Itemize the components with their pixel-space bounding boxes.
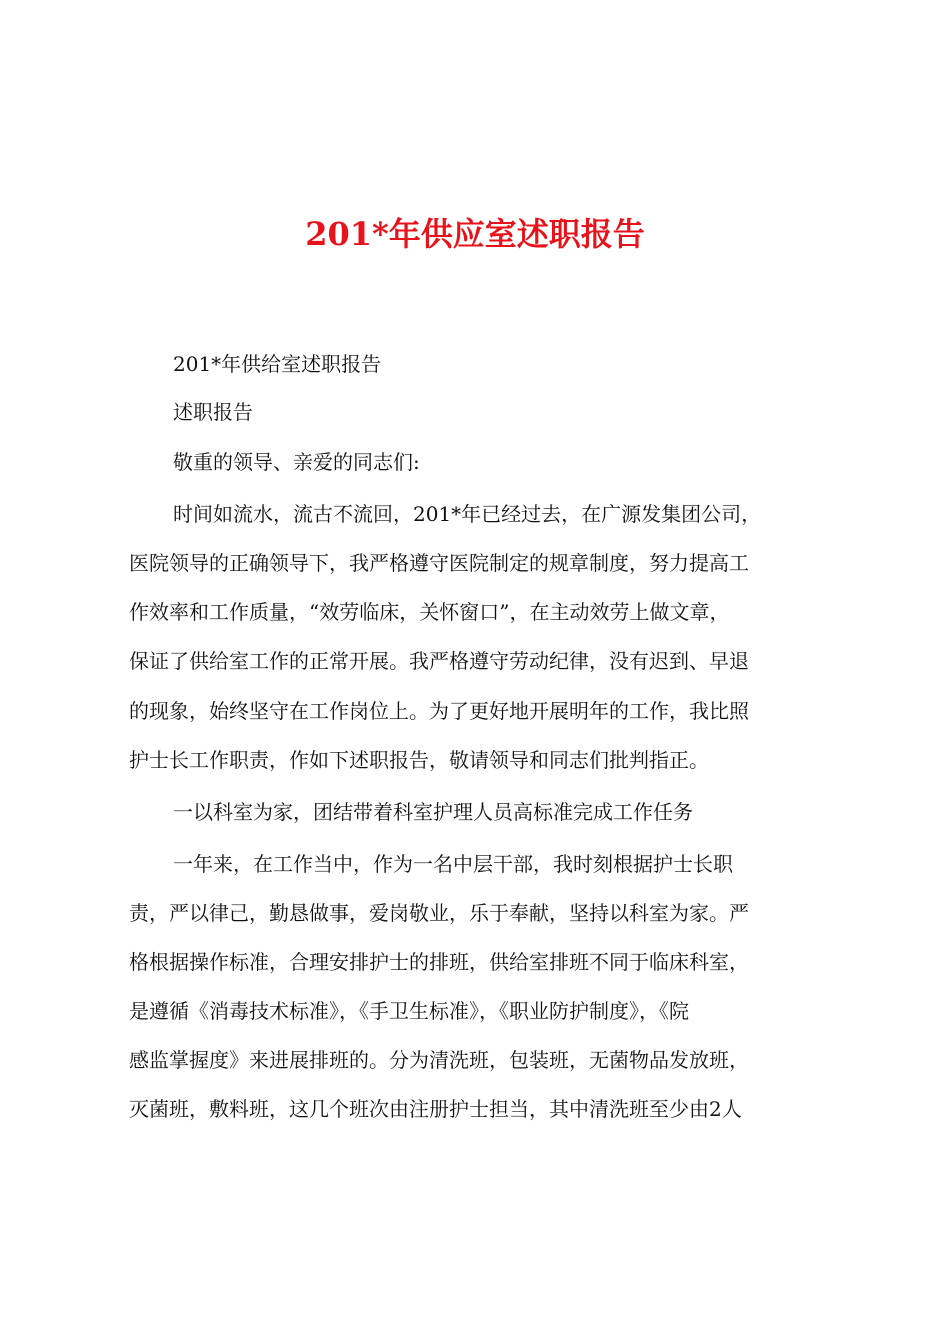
paragraph-line: 责，严以律己，勤恳做事，爱岗敬业，乐于奉献，坚持以科室为家。严	[129, 901, 749, 925]
salutation-line: 敬重的领导、亲爱的同志们:	[173, 450, 420, 474]
subtitle-line: 201*年供给室述职报告	[173, 352, 382, 376]
paragraph-line: 格根据操作标准，合理安排护士的排班，供给室排班不同于临床科室，	[129, 950, 749, 974]
paragraph-line: 时间如流水，流古不流回，201*年已经过去，在广源发集团公司，	[173, 502, 762, 526]
page-title: 201*年供应室述职报告	[305, 215, 645, 253]
paragraph-line: 作效率和工作质量，“效劳临床，关怀窗口”，在主动效劳上做文章，	[129, 600, 730, 624]
paragraph-line: 护士长工作职责，作如下述职报告，敬请领导和同志们批判指正。	[129, 748, 709, 772]
paragraph-line: 灭菌班，敷料班，这几个班次由注册护士担当，其中清洗班至少由2人	[129, 1097, 742, 1121]
report-line: 述职报告	[173, 400, 253, 424]
paragraph-line: 是遵循《消毒技术标准》，《手卫生标准》，《职业防护制度》，《院	[129, 999, 689, 1023]
paragraph-line: 保证了供给室工作的正常开展。我严格遵守劳动纪律，没有迟到、早退	[129, 649, 749, 673]
paragraph-line: 的现象，始终坚守在工作岗位上。为了更好地开展明年的工作，我比照	[129, 699, 749, 723]
paragraph-line: 感监掌握度》来进展排班的。分为清洗班，包装班，无菌物品发放班，	[129, 1048, 749, 1072]
section-heading: 一以科室为家，团结带着科室护理人员高标准完成工作任务	[173, 800, 693, 824]
paragraph-line: 医院领导的正确领导下，我严格遵守医院制定的规章制度，努力提高工	[129, 551, 749, 575]
paragraph-line: 一年来，在工作当中，作为一名中层干部，我时刻根据护士长职	[173, 852, 733, 876]
